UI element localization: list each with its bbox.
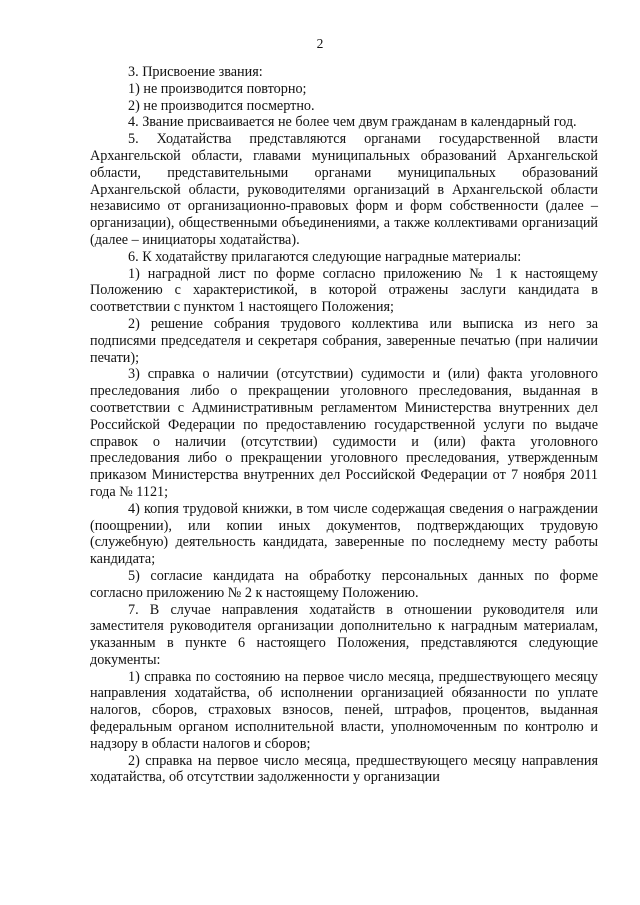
document-body [90, 64, 598, 786]
paragraph-3: 3. Присвоение звания: [128, 64, 263, 80]
paragraph-6: 6. К ходатайству прилагаются следующие наградные материалы: [128, 248, 522, 265]
paragraph-3-item-2: 2) не производится посмертно. [128, 97, 315, 114]
paragraph-6-item-4: 4) копия трудовой книжки, в том числе содержащая сведения о награждении (поощрении), или копии иных документов, подтверждающих трудовую (служебную) деятельность кандидата, заверенные по последнему месту работы кандидата; [90, 500, 598, 568]
paragraph-3-item-1: 1) не производится повторно; [128, 80, 307, 97]
page-number: 2 [316, 36, 324, 51]
paragraph-6-item-1: 1) наградной лист по форме согласно приложению № 1 к настоящему Положению с характеристикой, в которой отражены заслуги кандидата в соответствии с пунктом 1 настоящего Положения; [90, 265, 598, 316]
paragraph-6-item-5: 5) согласие кандидата на обработку персональных данных по форме согласно приложению № 2 к настоящему Положению. [90, 567, 598, 601]
paragraph-6-item-2: 2) решение собрания трудового коллектива или выписка из него за подписями председателя и секретаря собрания, заверенные печатью (при наличии печати); [90, 315, 598, 366]
paragraph-4: 4. Звание присваивается не более чем двум гражданам в календарный год. [128, 114, 577, 131]
paragraph-7-item-1: 1) справка по состоянию на первое число месяца, предшествующего месяцу направления ходатайства, об исполнении организацией обязанности по уплате налогов, сборов, страховых взносов, пеней, штрафов, процентов, выданная федеральным органом исполнительной власти, уполномоченным по контролю и надзору в области налогов и сборов; [90, 668, 598, 752]
paragraph-5: 5. Ходатайства представляются органами государственной власти Архангельской области, главами муниципальных образований Архангельской области, представительными органами муниципальных образований Архангельской области, руководителями организаций в Архангельской области независимо от организационно-правовых форм и форм собственности (далее – организации), общественными объединениями, а также коллективами организаций (далее – инициаторы ходатайства). [90, 131, 598, 248]
paragraph-7: 7. В случае направления ходатайств в отношении руководителя или заместителя руководителя организации дополнительно к наградным материалам, указанным в пункте 6 настоящего Положения, представляются следующие документы: [90, 601, 598, 668]
paragraph-6-item-3: 3) справка о наличии (отсутствии) судимости и (или) факта уголовного преследования либо о прекращении уголовного преследования, выданная в соответствии с Административным регламентом Министерства внутренних дел Российской Федерации по предоставлению государственной услуги по выдаче справок о наличии (отсутствии) судимости и (или) факта уголовного преследования либо о прекращении уголовного преследования, утвержденным приказом Министерства внутренних дел Российской Федерации от 7 ноября 2011 года № 1121; [90, 366, 598, 500]
paragraph-7-item-2: 2) справка на первое число месяца, предшествующего месяцу направления ходатайства, об отсутствии задолженности у организации [90, 752, 598, 786]
